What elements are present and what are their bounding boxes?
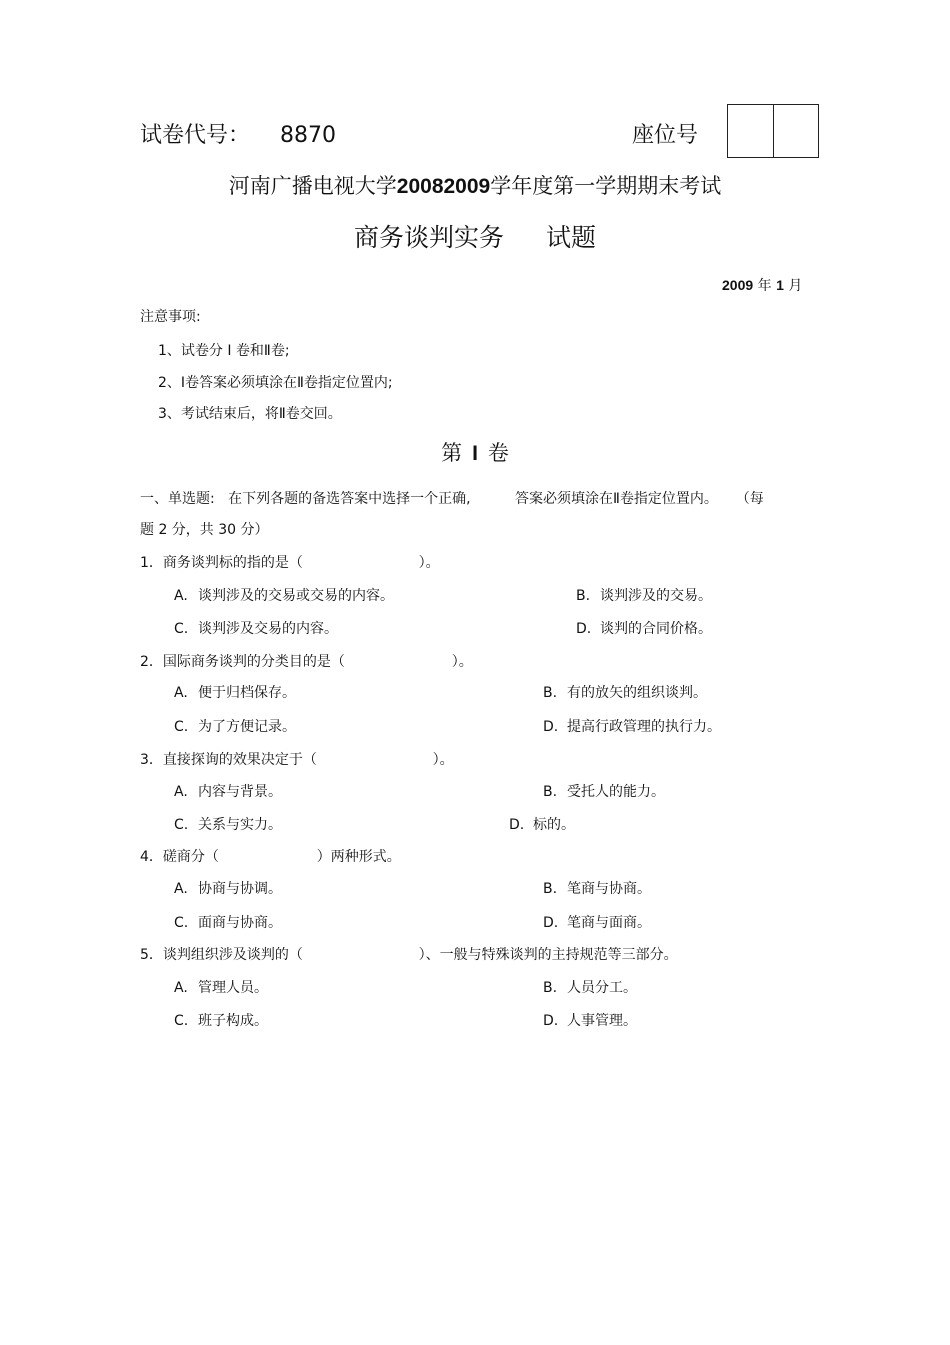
option-letter: B.: [543, 784, 558, 800]
option-d: [543, 912, 651, 932]
option-letter: D.: [543, 1013, 559, 1029]
exam-code-value: 8870: [280, 123, 337, 148]
seat-number-label: 座位号: [632, 123, 699, 148]
note-item: 2、Ⅰ卷答案必须填涂在Ⅱ卷指定位置内;: [158, 375, 393, 391]
exam-code-label: 试卷代号：: [140, 123, 251, 148]
option-letter: A.: [174, 588, 188, 604]
volume-heading: [0, 437, 950, 467]
option-c: [174, 618, 338, 638]
option-b: [543, 977, 637, 997]
note-item: 3、考试结束后，将Ⅱ卷交回。: [158, 406, 342, 422]
note-item: 1、试卷分 Ⅰ 卷和Ⅱ卷;: [158, 343, 290, 359]
option-letter: B.: [543, 685, 558, 701]
option-d: [509, 814, 575, 834]
option-letter: C.: [174, 719, 189, 735]
option-a: [174, 585, 394, 605]
volume-post: 卷: [487, 441, 509, 465]
option-letter: D.: [509, 817, 525, 833]
option-text: 管理人员。: [198, 980, 268, 996]
volume-num: I: [472, 442, 478, 465]
option-a: [174, 682, 296, 702]
option-d: [576, 618, 712, 638]
option-letter: A.: [174, 980, 188, 996]
option-letter: B.: [543, 881, 558, 897]
option-text: 受托人的能力。: [567, 784, 665, 800]
option-text: 笔商与协商。: [567, 881, 651, 897]
option-a: [174, 878, 282, 898]
option-text: 标的。: [533, 817, 575, 833]
option-text: 关系与实力。: [198, 817, 282, 833]
option-text: 有的放矢的组织谈判。: [567, 685, 707, 701]
option-letter: B.: [576, 588, 591, 604]
option-text: 人员分工。: [567, 980, 637, 996]
option-c: [174, 912, 282, 932]
seat-number-boxes: [727, 104, 819, 158]
exam-code: [140, 118, 336, 149]
subject-name: 商务谈判实务: [353, 223, 504, 252]
option-letter: C.: [174, 915, 189, 931]
subject-title: [0, 218, 950, 254]
question-stem: 5．谈判组织涉及谈判的（ ）、一般与特殊谈判的主持规范等三部分。: [140, 947, 678, 963]
subject-suffix: 试题: [546, 223, 597, 252]
option-letter: D.: [543, 915, 559, 931]
option-text: 协商与协调。: [198, 881, 282, 897]
option-c: [174, 814, 282, 834]
option-letter: D.: [543, 719, 559, 735]
exam-title-years: 20082009: [396, 175, 491, 198]
option-c: [174, 1010, 268, 1030]
option-text: 面商与协商。: [198, 915, 282, 931]
question-stem: 3．直接探询的效果决定于（ ）。: [140, 752, 454, 768]
exam-date: [722, 275, 802, 295]
date-month: 1: [776, 277, 784, 293]
question-stem: 4．磋商分（ ）两种形式。: [140, 849, 401, 865]
option-b: [543, 878, 651, 898]
option-text: 谈判涉及交易的内容。: [198, 621, 338, 637]
option-letter: C.: [174, 817, 189, 833]
date-month-unit: 月: [788, 278, 803, 294]
date-year: 2009: [722, 277, 754, 293]
option-text: 内容与背景。: [198, 784, 282, 800]
option-text: 便于归档保存。: [198, 685, 296, 701]
seat-number-box: [728, 105, 774, 157]
option-letter: D.: [576, 621, 592, 637]
option-letter: C.: [174, 621, 189, 637]
date-year-unit: 年: [757, 278, 772, 294]
option-text: 谈判涉及的交易。: [600, 588, 712, 604]
option-b: [543, 781, 665, 801]
exam-title: [0, 170, 950, 200]
option-letter: A.: [174, 685, 188, 701]
option-text: 班子构成。: [198, 1013, 268, 1029]
option-letter: B.: [543, 980, 558, 996]
option-text: 提高行政管理的执行力。: [567, 719, 721, 735]
volume-pre: 第: [441, 441, 463, 465]
exam-title-term: 学年度第一学期期末考试: [490, 174, 722, 198]
option-a: [174, 977, 268, 997]
option-c: [174, 716, 296, 736]
exam-title-school: 河南广播电视大学: [228, 174, 397, 198]
question-stem: 2．国际商务谈判的分类目的是（ ）。: [140, 654, 473, 670]
option-a: [174, 781, 282, 801]
option-text: 谈判涉及的交易或交易的内容。: [198, 588, 394, 604]
seat-number-box: [774, 105, 819, 157]
section-instructions-cont: 题 2 分，共 30 分）: [140, 522, 269, 538]
notes-title: 注意事项:: [140, 309, 201, 325]
option-letter: C.: [174, 1013, 189, 1029]
section-instructions: 一、单选题: 在下列各题的备选答案中选择一个正确, 答案必须填涂在Ⅱ卷指定位置内。 （每: [140, 491, 764, 507]
option-letter: A.: [174, 784, 188, 800]
option-text: 为了方便记录。: [198, 719, 296, 735]
option-d: [543, 716, 721, 736]
option-b: [576, 585, 712, 605]
option-text: 人事管理。: [567, 1013, 637, 1029]
option-d: [543, 1010, 637, 1030]
question-stem: 1．商务谈判标的指的是（ ）。: [140, 555, 440, 571]
option-letter: A.: [174, 881, 188, 897]
option-text: 谈判的合同价格。: [600, 621, 712, 637]
option-b: [543, 682, 707, 702]
option-text: 笔商与面商。: [567, 915, 651, 931]
